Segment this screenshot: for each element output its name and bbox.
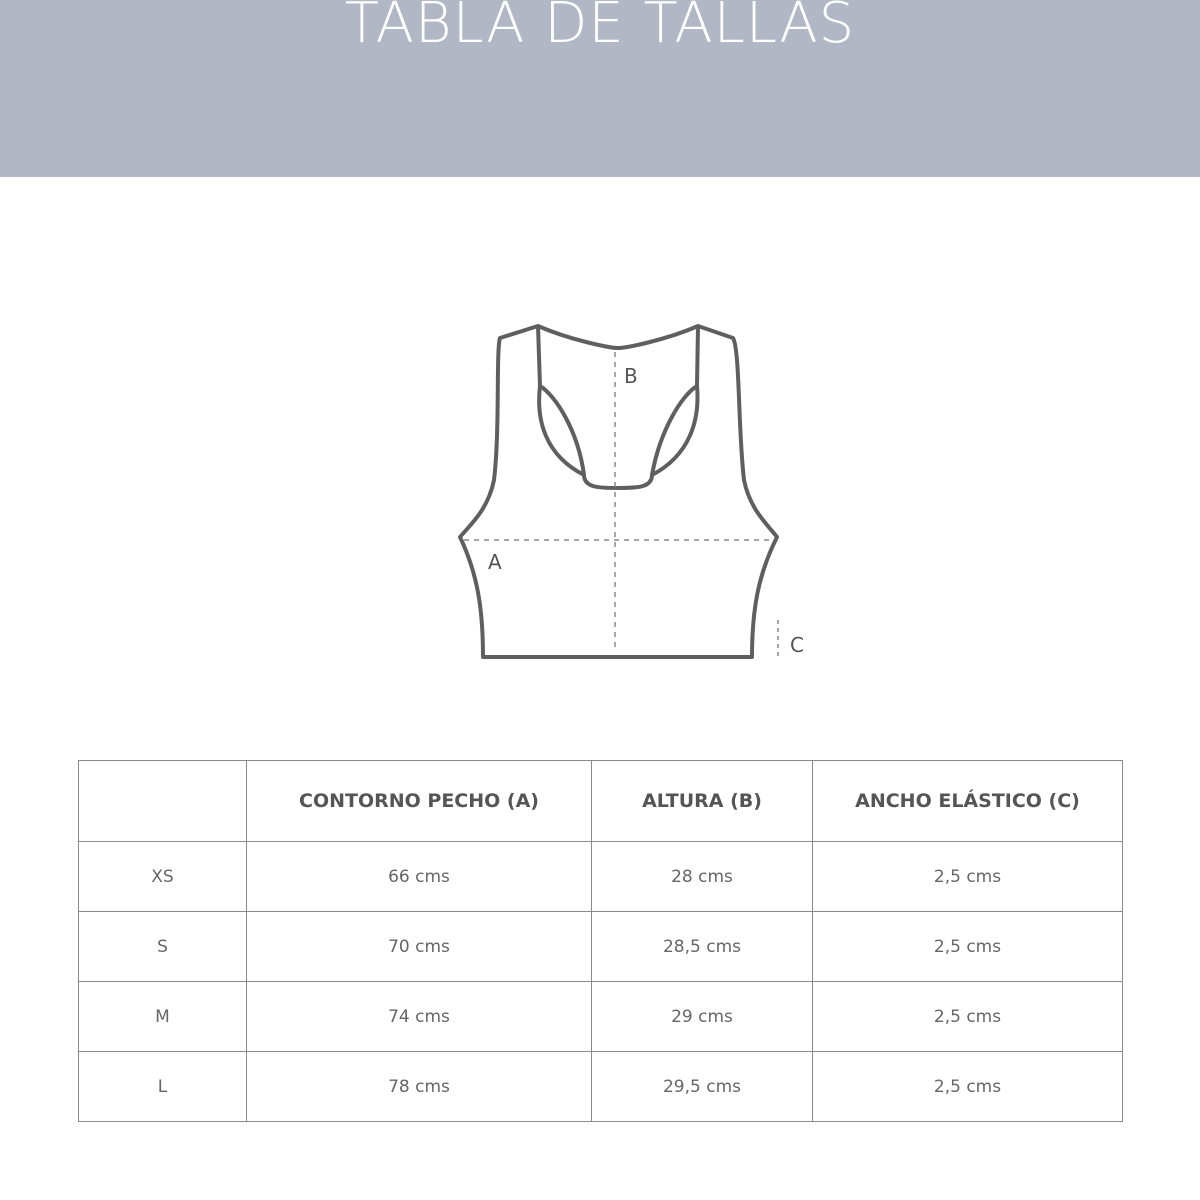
racerback-right-strap: [652, 326, 698, 475]
header-cell-altura: ALTURA (B): [592, 761, 813, 842]
table-row: [79, 1052, 1123, 1122]
size-cell: S: [79, 912, 247, 982]
header-cell-size: [79, 761, 247, 842]
label-a: A: [488, 550, 502, 574]
table-row: [79, 842, 1123, 912]
size-table: [78, 760, 1123, 1122]
size-cell: M: [79, 982, 247, 1052]
elastico-cell: 2,5 cms: [813, 842, 1123, 912]
pecho-cell: 66 cms: [247, 842, 592, 912]
elastico-cell: 2,5 cms: [813, 982, 1123, 1052]
elastico-cell: 2,5 cms: [813, 912, 1123, 982]
racerback-outline: [540, 386, 697, 488]
altura-cell: 28,5 cms: [592, 912, 813, 982]
header-banner: [0, 0, 1200, 177]
label-c: C: [790, 633, 804, 657]
size-cell: XS: [79, 842, 247, 912]
garment-outline: [460, 326, 777, 657]
altura-cell: 29 cms: [592, 982, 813, 1052]
racerback-left-strap: [538, 326, 584, 475]
table-header-row: [79, 761, 1123, 842]
page-title: TABLA DE TALLAS: [344, 0, 856, 56]
table-row: [79, 912, 1123, 982]
elastico-cell: 2,5 cms: [813, 1052, 1123, 1122]
altura-cell: 28 cms: [592, 842, 813, 912]
pecho-cell: 74 cms: [247, 982, 592, 1052]
table-row: [79, 982, 1123, 1052]
header-cell-pecho: CONTORNO PECHO (A): [247, 761, 592, 842]
header-cell-elastico: ANCHO ELÁSTICO (C): [813, 761, 1123, 842]
size-cell: L: [79, 1052, 247, 1122]
pecho-cell: 78 cms: [247, 1052, 592, 1122]
label-b: B: [624, 364, 638, 388]
pecho-cell: 70 cms: [247, 912, 592, 982]
altura-cell: 29,5 cms: [592, 1052, 813, 1122]
